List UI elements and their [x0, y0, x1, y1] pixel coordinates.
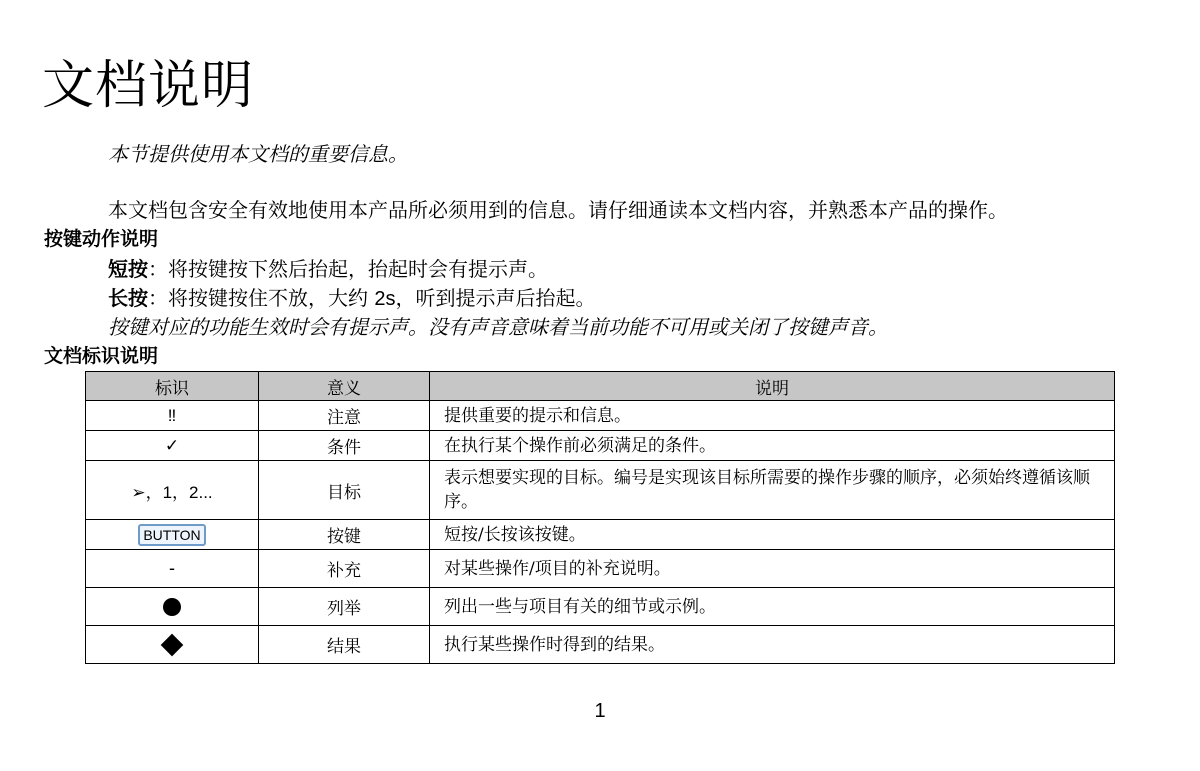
description-cell: 短按/长按该按键。	[430, 520, 1115, 550]
short-press-line	[108, 255, 548, 283]
column-header-meaning: 意义	[259, 372, 430, 401]
arrow-numbering-icon: ➢，1，2...	[131, 482, 213, 502]
description-cell: 提供重要的提示和信息。	[430, 401, 1115, 431]
description-cell: 执行某些操作时得到的结果。	[430, 626, 1115, 664]
column-header-description: 说明	[430, 372, 1115, 401]
table-header-row	[86, 372, 1115, 401]
dash-icon: -	[169, 558, 175, 578]
bullet-dot-icon	[163, 598, 181, 616]
page-title: 文档说明	[42, 56, 255, 116]
table-row	[86, 431, 1115, 461]
meaning-cell: 注意	[259, 401, 430, 431]
symbol-cell	[86, 401, 259, 431]
long-press-label: 长按	[108, 286, 148, 310]
symbol-legend-table	[85, 371, 1115, 664]
key-sound-note: 按键对应的功能生效时会有提示声。没有声音意味着当前功能不可用或关闭了按键声音。	[108, 315, 888, 339]
meaning-cell: 按键	[259, 520, 430, 550]
table-row	[86, 550, 1115, 588]
symbol-cell	[86, 431, 259, 461]
table-row	[86, 461, 1115, 520]
short-press-text: ：将按键按下然后抬起，抬起时会有提示声。	[148, 257, 548, 281]
symbol-cell	[86, 520, 259, 550]
table-row	[86, 401, 1115, 431]
symbol-cell	[86, 588, 259, 626]
key-actions-heading: 按键动作说明	[44, 228, 159, 250]
column-header-symbol: 标识	[86, 372, 259, 401]
short-press-label: 短按	[108, 257, 148, 281]
intro-paragraph: 本文档包含安全有效地使用本产品所必须用到的信息。请仔细通读本文档内容，并熟悉本产品的操作。	[108, 198, 1008, 222]
page-number: 1	[594, 700, 606, 722]
meaning-cell: 补充	[259, 550, 430, 588]
intro-text: 本节提供使用本文档的重要信息。	[108, 142, 408, 166]
meaning-cell: 目标	[259, 461, 430, 520]
table-row	[86, 588, 1115, 626]
long-press-text-before: ：将按键按住不放，大约	[148, 286, 375, 310]
description-cell: 列出一些与项目有关的细节或示例。	[430, 588, 1115, 626]
button-badge-icon: BUTTON	[138, 524, 205, 546]
checkmark-icon: ✓	[164, 435, 180, 455]
long-press-duration: 2s	[374, 288, 396, 310]
double-exclamation-icon: ‼	[167, 405, 177, 425]
table-row	[86, 626, 1115, 664]
description-cell: 表示想要实现的目标。编号是实现该目标所需要的操作步骤的顺序，必须始终遵循该顺序。	[430, 461, 1115, 520]
table-row	[86, 520, 1115, 550]
long-press-line	[108, 284, 595, 313]
meaning-cell: 结果	[259, 626, 430, 664]
symbol-legend-heading: 文档标识说明	[44, 345, 159, 367]
symbol-cell	[86, 550, 259, 588]
symbol-cell	[86, 461, 259, 520]
meaning-cell: 条件	[259, 431, 430, 461]
description-cell: 在执行某个操作前必须满足的条件。	[430, 431, 1115, 461]
diamond-icon	[161, 634, 184, 657]
description-cell: 对某些操作/项目的补充说明。	[430, 550, 1115, 588]
meaning-cell: 列举	[259, 588, 430, 626]
symbol-cell	[86, 626, 259, 664]
long-press-text-after: ，听到提示声后抬起。	[395, 286, 596, 310]
